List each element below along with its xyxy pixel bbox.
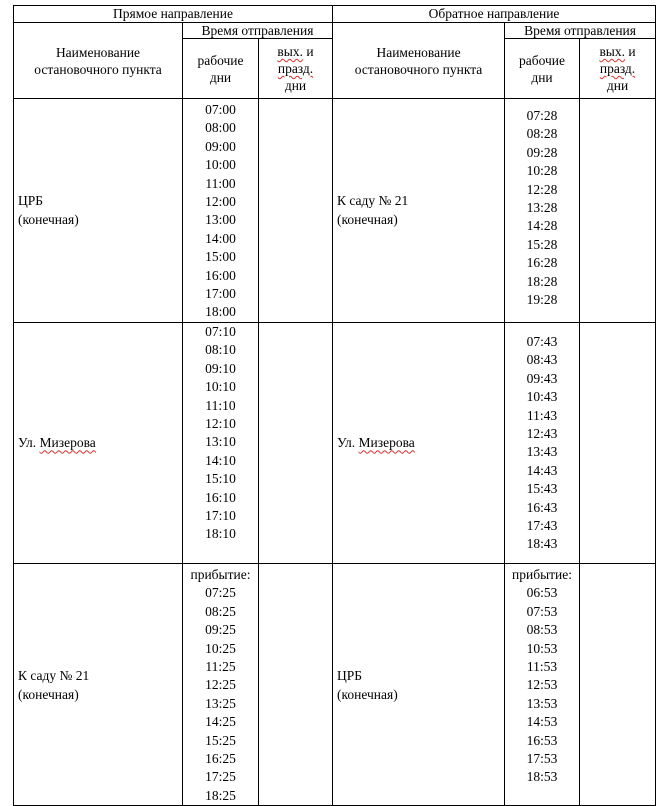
time-entry: 08:25	[205, 603, 236, 619]
time-entry: 09:28	[526, 144, 558, 160]
time-entry: 11:00	[205, 175, 236, 191]
forward-departure-time-header: Время отправления	[183, 23, 333, 39]
time-entry: 17:10	[205, 507, 236, 523]
time-entry: 15:25	[205, 732, 236, 748]
time-entry: 18:10	[205, 526, 236, 542]
time-entry: 09:43	[526, 370, 558, 386]
arrival-label: прибытие:	[190, 566, 251, 582]
time-entry: 09:25	[205, 622, 236, 638]
table-row	[14, 563, 656, 805]
time-entry: 13:10	[205, 434, 236, 450]
time-entry: 15:28	[526, 236, 558, 252]
time-entry: 14:28	[526, 218, 558, 234]
time-entry: 10:43	[526, 389, 558, 405]
forward-weekend-header: вых. и празд. дни	[259, 39, 333, 99]
time-entry: 18:53	[526, 769, 558, 785]
time-entry: 10:53	[526, 640, 558, 656]
time-entry: 12:43	[526, 425, 558, 441]
time-entry: 18:00	[205, 304, 236, 320]
time-entry: 14:43	[526, 462, 558, 478]
time-entry: 14:25	[205, 714, 236, 730]
time-entry: 09:10	[205, 360, 236, 376]
time-entry: 10:25	[205, 640, 236, 656]
time-entry: 18:28	[526, 273, 558, 289]
time-entry: 07:43	[526, 333, 558, 349]
time-entry: 12:28	[526, 181, 558, 197]
forward-weekday-times	[183, 322, 259, 563]
time-entry: 14:10	[205, 452, 236, 468]
table-row	[14, 99, 656, 323]
time-entry: 11:10	[205, 397, 236, 413]
forward-direction-header: Прямое направление	[14, 6, 333, 23]
time-entry: 16:25	[205, 750, 236, 766]
time-entry: 17:25	[205, 769, 236, 785]
forward-weekend-times	[259, 322, 333, 563]
time-entry: 13:53	[526, 695, 558, 711]
time-entry: 08:43	[526, 352, 558, 368]
backward-stop-cell: ЦРБ (конечная)	[333, 563, 505, 805]
time-entry: 09:00	[205, 138, 236, 154]
forward-weekday-times	[183, 563, 259, 805]
time-entry: 08:28	[526, 126, 558, 142]
arrival-label: прибытие:	[512, 566, 573, 582]
forward-stop-name-header: Наименование остановочного пункта	[14, 23, 183, 99]
backward-weekend-times	[580, 99, 656, 323]
time-entry: 07:28	[526, 108, 558, 123]
time-entry: 11:43	[526, 407, 558, 423]
backward-weekend-times	[580, 322, 656, 563]
backward-stop-name-header: Наименование остановочного пункта	[333, 23, 505, 99]
time-entry: 08:00	[205, 120, 236, 136]
time-entry: 15:00	[205, 249, 236, 265]
time-entry: 07:00	[205, 102, 236, 117]
backward-weekday-times	[505, 99, 580, 323]
time-entry: 07:53	[526, 603, 558, 619]
backward-weekend-header: вых. и празд. дни	[580, 39, 656, 99]
forward-stop-cell: Ул. Мизерова	[14, 322, 183, 563]
schedule-table	[13, 5, 656, 806]
backward-direction-header: Обратное направление	[333, 6, 656, 23]
time-entry: 11:25	[205, 658, 236, 674]
time-entry: 08:53	[526, 622, 558, 638]
backward-weekday-times	[505, 563, 580, 805]
backward-weekday-times	[505, 322, 580, 563]
time-entry: 13:28	[526, 200, 558, 216]
time-entry: 18:25	[205, 787, 236, 803]
time-entry: 12:00	[205, 194, 236, 210]
time-entry: 07:10	[205, 323, 236, 339]
time-entry: 13:43	[526, 444, 558, 460]
backward-weekend-times	[580, 563, 656, 805]
forward-weekday-times	[183, 99, 259, 323]
time-entry: 17:53	[526, 750, 558, 766]
forward-stop-cell: К саду № 21 (конечная)	[14, 563, 183, 805]
time-entry: 16:53	[526, 732, 558, 748]
time-entry: 16:00	[205, 267, 236, 283]
time-entry: 10:10	[205, 379, 236, 395]
time-entry: 18:43	[526, 536, 558, 552]
time-entry: 17:43	[526, 517, 558, 533]
time-entry: 12:25	[205, 677, 236, 693]
time-entry: 16:43	[526, 499, 558, 515]
time-entry: 06:53	[526, 585, 558, 601]
time-entry: 15:10	[205, 471, 236, 487]
backward-departure-time-header: Время отправления	[505, 23, 656, 39]
table-row	[14, 322, 656, 563]
time-entry: 15:43	[526, 481, 558, 497]
backward-weekdays-header: рабочие дни	[505, 39, 580, 99]
time-entry: 16:10	[205, 489, 236, 505]
time-entry: 14:00	[205, 230, 236, 246]
forward-stop-cell: ЦРБ (конечная)	[14, 99, 183, 323]
time-entry: 13:00	[205, 212, 236, 228]
time-entry: 10:28	[526, 163, 558, 179]
time-entry: 17:00	[205, 286, 236, 302]
time-entry: 14:53	[526, 714, 558, 730]
time-entry: 12:53	[526, 677, 558, 693]
forward-weekend-times	[259, 563, 333, 805]
forward-weekdays-header: рабочие дни	[183, 39, 259, 99]
time-entry: 16:28	[526, 255, 558, 271]
backward-stop-cell: Ул. Мизерова	[333, 322, 505, 563]
backward-stop-cell: К саду № 21 (конечная)	[333, 99, 505, 323]
time-entry: 11:53	[526, 658, 558, 674]
time-entry: 13:25	[205, 695, 236, 711]
time-entry: 12:10	[205, 415, 236, 431]
forward-weekend-times	[259, 99, 333, 323]
time-entry: 10:00	[205, 157, 236, 173]
time-entry: 07:25	[205, 585, 236, 601]
time-entry: 08:10	[205, 342, 236, 358]
time-entry: 19:28	[526, 292, 558, 308]
